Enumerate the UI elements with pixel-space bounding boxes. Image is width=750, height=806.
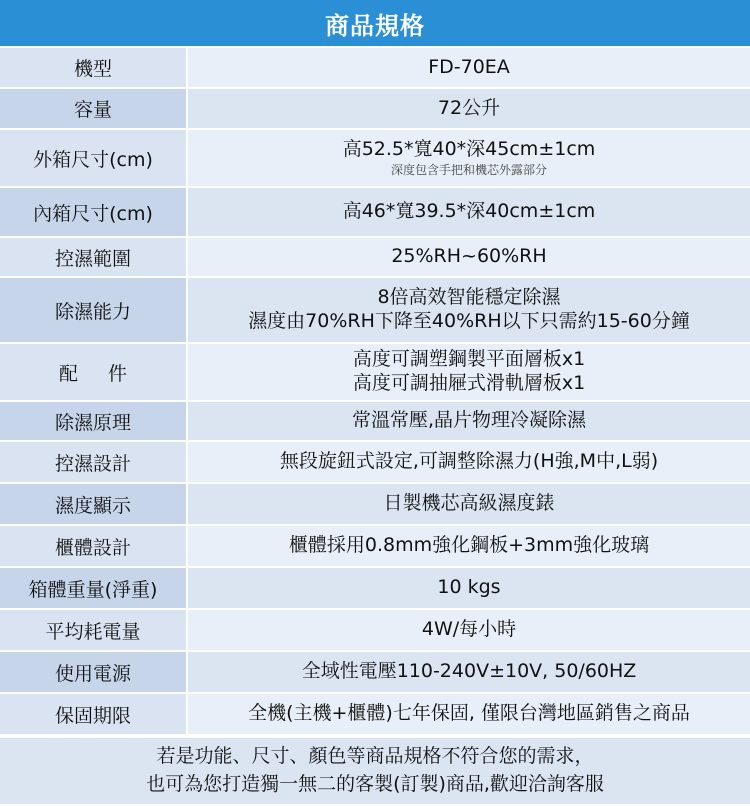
spec-label: 內箱尺寸(cm) (0, 188, 188, 236)
spec-value-text-2: 濕度由70%RH下降至40%RH以下只需約15-60分鐘 (248, 310, 690, 332)
spec-label-text: 配件 (58, 362, 157, 385)
spec-value (188, 694, 750, 734)
spec-value (188, 484, 750, 524)
spec-value (188, 402, 750, 440)
spec-value (188, 442, 750, 482)
spec-title: 商品規格 (0, 0, 750, 46)
spec-value-text: 日製機芯高級濕度錶 (383, 492, 555, 515)
footer-note (0, 738, 750, 804)
spec-value-text: 72公升 (437, 96, 501, 119)
spec-value-text: FD-70EA (428, 55, 510, 78)
spec-label: 除濕原理 (0, 402, 188, 440)
spec-value-text: 常溫常壓,晶片物理冷凝除濕 (351, 409, 587, 432)
spec-value-text: 4W/每小時 (421, 618, 517, 641)
spec-value-text-2: 高度可調抽屜式滑軌層板x1 (352, 372, 586, 394)
spec-row-principle (0, 402, 750, 442)
spec-value-text: 無段旋鈕式設定,可調整除濕力(H強,M中,L弱) (279, 450, 659, 473)
spec-row-cabinet-design (0, 526, 750, 568)
footer-line-1: 若是功能、尺寸、顏色等商品規格不符合您的需求， (156, 745, 594, 768)
spec-value-text: 25%RH~60%RH (391, 245, 547, 268)
spec-row-power-supply (0, 652, 750, 694)
spec-value (188, 278, 750, 342)
spec-label: 箱體重量(淨重) (0, 568, 188, 608)
spec-value-text: 全機(主機+櫃體)七年保固, 僅限台灣地區銷售之商品 (248, 702, 690, 725)
spec-value (188, 526, 750, 566)
spec-value-text: 高52.5*寬40*深45cm±1cm (342, 137, 596, 160)
spec-value-note: 深度包含手把和機芯外露部分 (390, 163, 547, 178)
spec-value (188, 89, 750, 128)
spec-row-accessories (0, 344, 750, 402)
spec-value (188, 238, 750, 276)
spec-row-dehumidify-capacity (0, 278, 750, 344)
spec-row-model (0, 48, 750, 89)
spec-label: 外箱尺寸(cm) (0, 130, 188, 186)
spec-row-inner-size (0, 188, 750, 238)
spec-value (188, 610, 750, 650)
spec-row-outer-size (0, 130, 750, 188)
spec-row-capacity (0, 89, 750, 130)
spec-table (0, 48, 750, 736)
spec-label: 容量 (0, 89, 188, 128)
spec-label: 除濕能力 (0, 278, 188, 342)
spec-row-power-consumption (0, 610, 750, 652)
spec-label: 使用電源 (0, 652, 188, 692)
spec-label: 濕度顯示 (0, 484, 188, 524)
spec-label: 櫃體設計 (0, 526, 188, 566)
spec-row-humidity-range (0, 238, 750, 278)
spec-label (0, 344, 188, 400)
spec-value (188, 344, 750, 400)
spec-label: 保固期限 (0, 694, 188, 734)
spec-label: 平均耗電量 (0, 610, 188, 650)
spec-label: 控濕範圍 (0, 238, 188, 276)
spec-label: 控濕設計 (0, 442, 188, 482)
spec-value-text: 高46*寬39.5*深40cm±1cm (342, 200, 596, 223)
spec-row-humidity-display (0, 484, 750, 526)
spec-value (188, 188, 750, 236)
spec-value (188, 568, 750, 608)
spec-value (188, 652, 750, 692)
spec-value-text: 全域性電壓110-240V±10V, 50/60HZ (301, 660, 637, 683)
spec-row-control-design (0, 442, 750, 484)
spec-value-text: 8倍高效智能穩定除濕 (377, 286, 561, 309)
spec-label: 機型 (0, 48, 188, 87)
footer-line-2: 也可為您打造獨一無二的客製(訂製)商品,歡迎洽詢客服 (146, 773, 604, 795)
spec-row-warranty (0, 694, 750, 736)
spec-value (188, 130, 750, 186)
spec-value-text: 10 kgs (437, 576, 501, 599)
spec-row-weight (0, 568, 750, 610)
spec-value-text: 櫃體採用0.8mm強化鋼板+3mm強化玻璃 (288, 534, 650, 557)
spec-value-text: 高度可調塑鋼製平面層板x1 (352, 348, 586, 371)
spec-value (188, 48, 750, 87)
